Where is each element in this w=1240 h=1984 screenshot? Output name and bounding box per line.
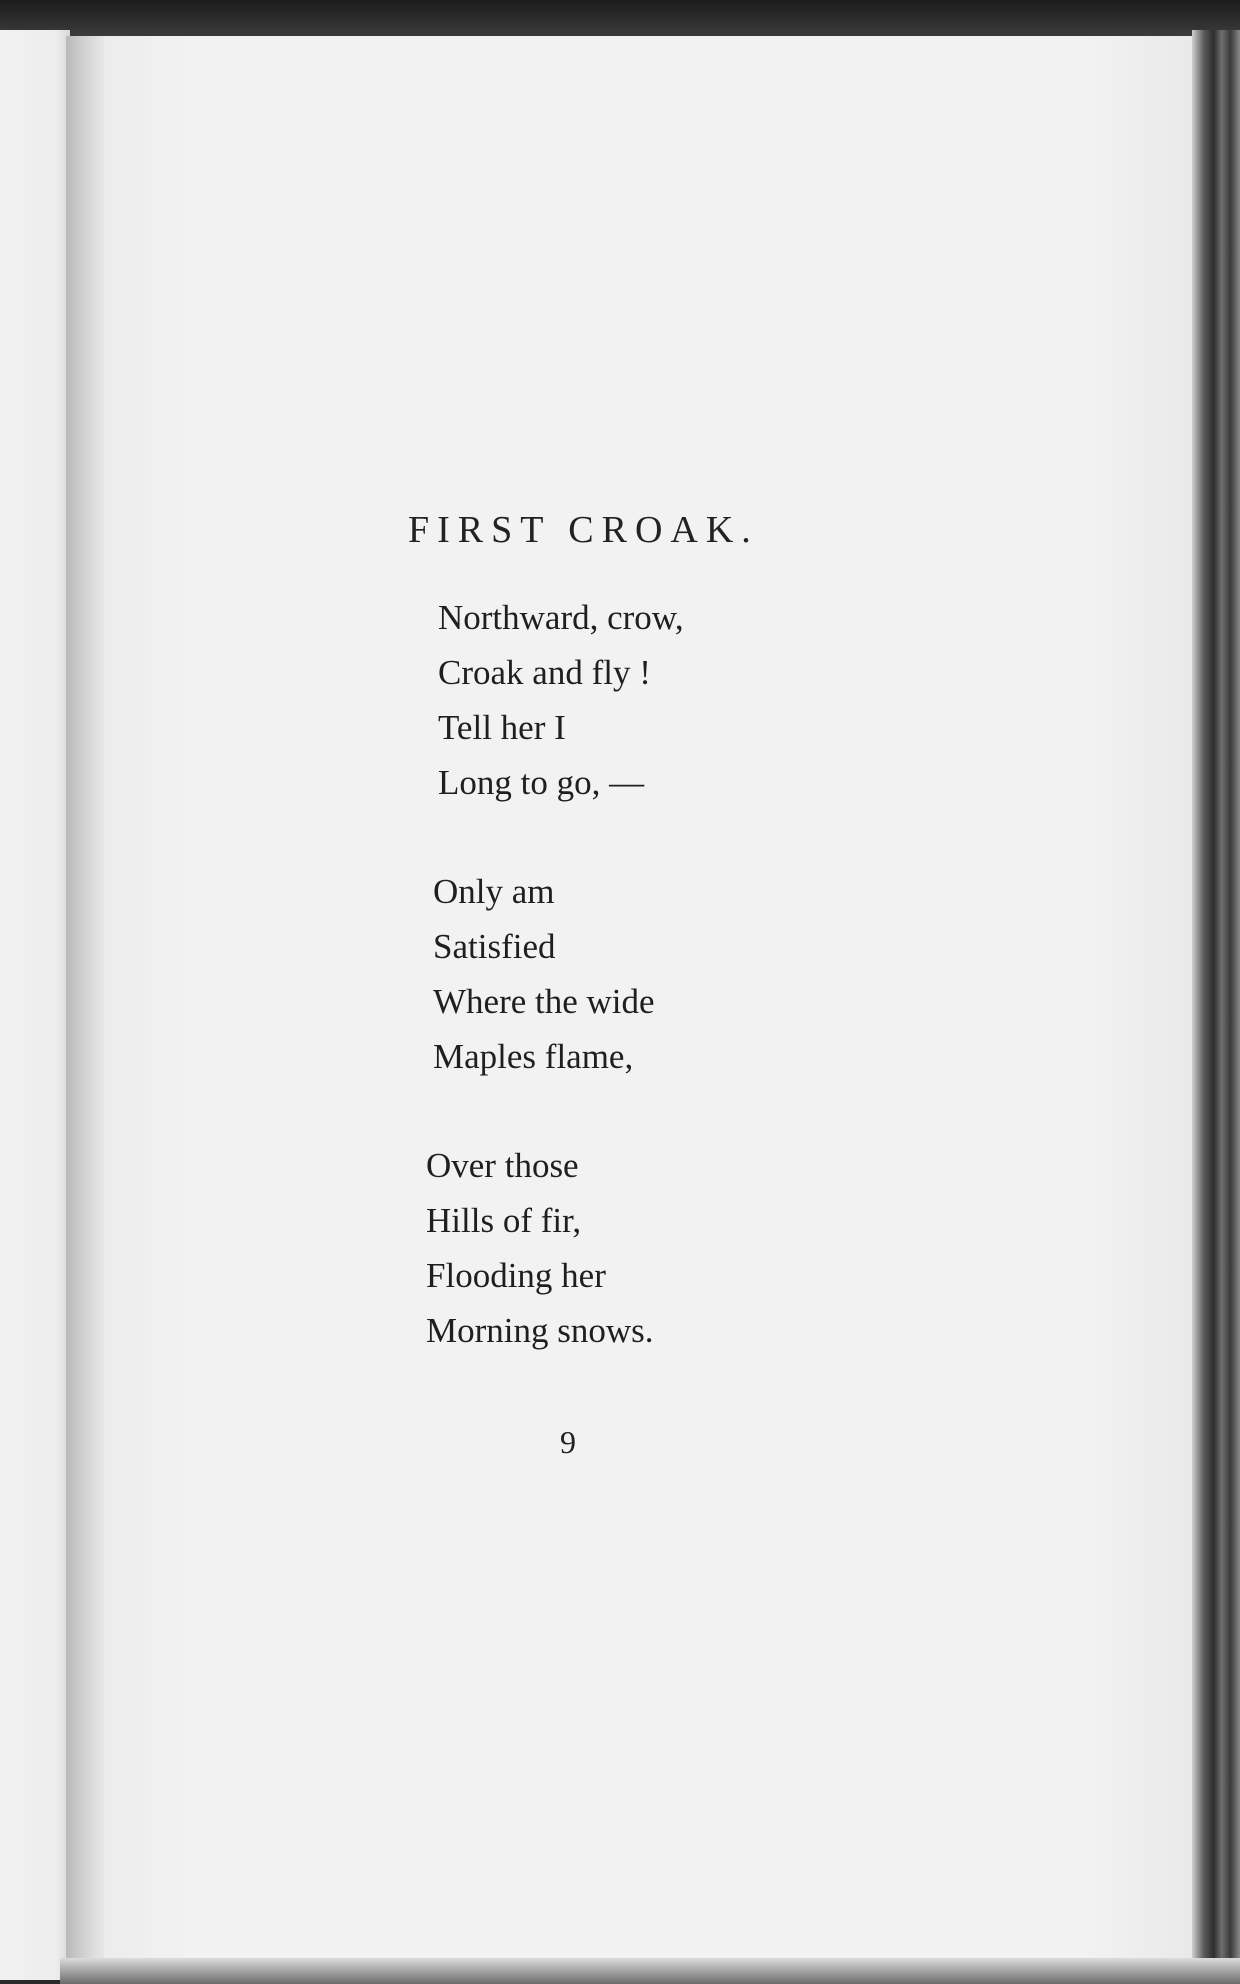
poem-line: Croak and fly ! <box>438 653 651 692</box>
scan-bottom-border <box>60 1958 1240 1984</box>
page-number: 9 <box>560 1424 576 1460</box>
scan-top-border <box>0 0 1240 36</box>
facing-page-edge <box>0 30 70 1980</box>
poem-line: Northward, crow, <box>438 598 684 637</box>
poem-line: Over those <box>426 1146 579 1185</box>
poem-line: Where the wide <box>433 982 655 1021</box>
stanza-1 <box>438 590 684 810</box>
poem-line: Tell her I <box>438 708 566 747</box>
poem-line: Flooding her <box>426 1256 606 1295</box>
poem-line: Morning snows. <box>426 1311 654 1350</box>
poem-title: FIRST CROAK. <box>408 509 759 551</box>
poem-line: Satisfied <box>433 927 556 966</box>
poem-line: Hills of fir, <box>426 1201 582 1240</box>
poem-line: Only am <box>433 872 555 911</box>
stanza-2 <box>433 864 655 1084</box>
poem-line: Maples flame, <box>433 1037 634 1076</box>
stanza-3 <box>426 1138 654 1358</box>
poem-line: Long to go, — <box>438 763 645 802</box>
book-fore-edge <box>1192 30 1240 1984</box>
